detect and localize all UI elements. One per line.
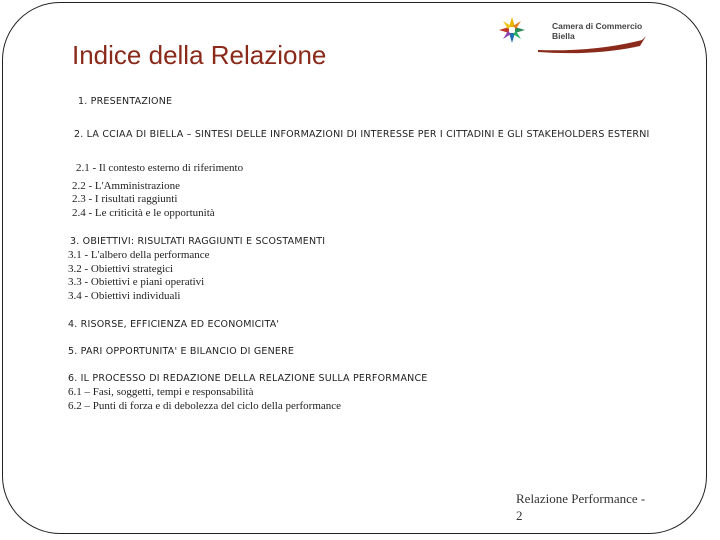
logo-text [552, 21, 642, 41]
section-4: 4. RISORSE, EFFICIENZA ED ECONOMICITA' [68, 319, 280, 330]
footer-page-number: 2 [516, 508, 523, 523]
page-title: Indice della Relazione [72, 40, 327, 70]
section-6: 6. IL PROCESSO DI REDAZIONE DELLA RELAZIONE SULLA PERFORMANCE [68, 373, 428, 384]
section-6-item: 6.1 – Fasi, soggetti, tempi e responsabilità [68, 386, 254, 398]
section-3: 3. OBIETTIVI: RISULTATI RAGGIUNTI E SCOSTAMENTI [70, 236, 326, 247]
section-2-item: 2.1 - Il contesto esterno di riferimento [76, 162, 244, 174]
section-2-item: 2.2 - L'Amministrazione [72, 180, 180, 192]
footer-line-1: Relazione Performance - [516, 491, 646, 506]
section-3-item: 3.4 - Obiettivi individuali [68, 290, 181, 302]
logo-line-2: Biella [552, 31, 575, 41]
section-2-item: 2.4 - Le criticità e le opportunità [72, 207, 215, 219]
section-6-item: 6.2 – Punti di forza e di debolezza del ciclo della performance [68, 400, 342, 412]
section-2: 2. LA CCIAA DI BIELLA – SINTESI DELLE INFORMAZIONI DI INTERESSE PER I CITTADINI E GLI STAKEHOLDERS ESTERNI [74, 129, 650, 140]
section-2-item: 2.3 - I risultati raggiunti [72, 193, 178, 205]
section-1: 1. PRESENTAZIONE [78, 96, 173, 107]
logo-line-1: Camera di Commercio [552, 21, 643, 31]
section-3-item: 3.1 - L'albero della performance [68, 249, 210, 261]
section-3-item: 3.3 - Obiettivi e piani operativi [68, 276, 205, 288]
section-3-item: 3.2 - Obiettivi strategici [68, 263, 174, 275]
section-5: 5. PARI OPPORTUNITA' E BILANCIO DI GENERE [68, 346, 295, 357]
footer-page-label [516, 490, 645, 524]
